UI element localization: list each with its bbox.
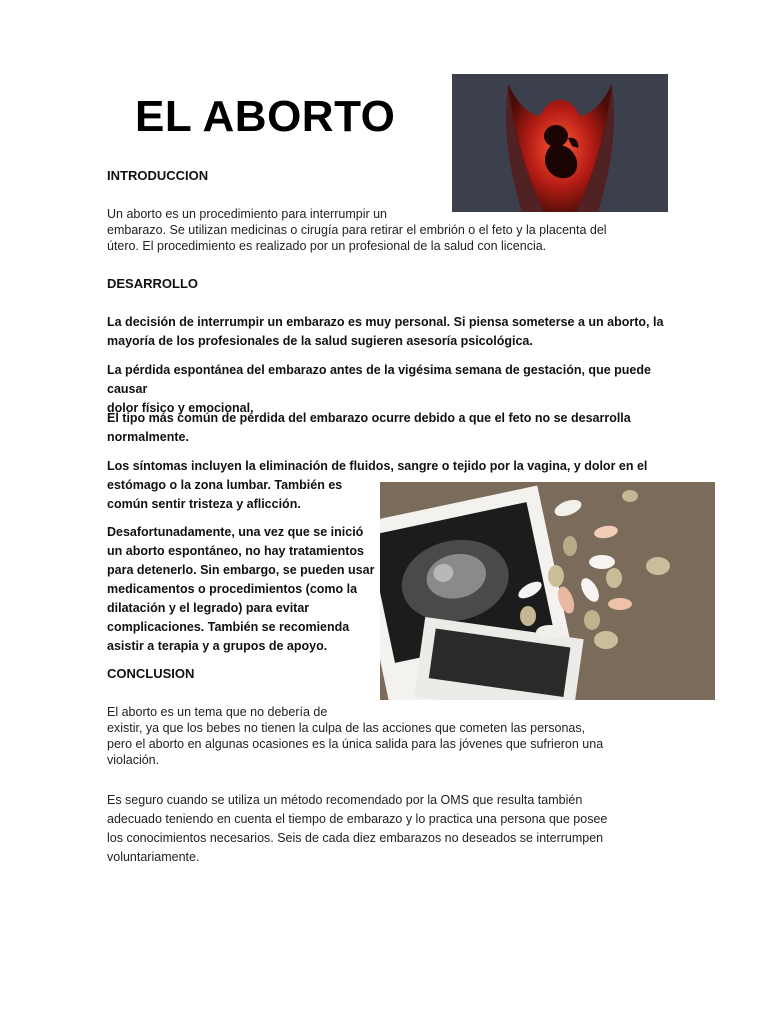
conclusion-paragraph-1 — [107, 704, 667, 768]
text-line: normalmente. — [107, 430, 189, 444]
text-line: mayoría de los profesionales de la salud sugieren asesoría psicológica. — [107, 334, 533, 348]
desarrollo-heading: DESARROLLO — [107, 276, 198, 291]
text-line: La pérdida espontánea del embarazo antes de la vigésima semana de gestación, que puede causar — [107, 363, 651, 396]
text-line: Los síntomas incluyen la eliminación de fluidos, sangre o tejido por la vagina, y dolor en el — [107, 459, 648, 473]
text-line: El tipo más común de pérdida del embarazo ocurre debido a que el feto no se desarrolla — [107, 411, 631, 425]
introduccion-paragraph — [107, 206, 667, 254]
intro-line: embarazo. Se utilizan medicinas o cirugía para retirar el embrión o el feto y la placenta del — [107, 223, 607, 237]
text-line: La decisión de interrumpir un embarazo es muy personal. Si piensa someterse a un aborto, la — [107, 315, 664, 329]
text-line: un aborto espontáneo, no hay tratamientos — [107, 544, 364, 558]
text-line: pero el aborto en algunas ocasiones es la única salida para las jóvenes que sufrieron una — [107, 737, 604, 751]
desarrollo-paragraph-1 — [107, 313, 667, 351]
text-line: dolor físico y emocional. — [107, 401, 254, 415]
text-line: Desafortunadamente, una vez que se inició — [107, 525, 364, 539]
conclusion-paragraph-2 — [107, 791, 667, 867]
page-title: EL ABORTO — [135, 92, 396, 141]
text-line: adecuado teniendo en cuenta el tiempo de embarazo y lo practica una persona que posee — [107, 812, 608, 826]
text-line: dilatación y el legrado) para evitar — [107, 601, 310, 615]
text-line: existir, ya que los bebes no tienen la culpa de las acciones que cometen las personas, — [107, 721, 586, 735]
ultrasound-pills-image — [380, 482, 715, 700]
text-line: violación. — [107, 753, 160, 767]
text-line: los conocimientos necesarios. Seis de cada diez embarazos no deseados se interrumpen — [107, 831, 604, 845]
hands-fetus-image — [452, 74, 668, 212]
conclusion-heading: CONCLUSION — [107, 666, 195, 681]
desarrollo-paragraph-3 — [107, 409, 667, 447]
intro-line: Un aborto es un procedimiento para interrumpir un — [107, 207, 388, 221]
desarrollo-paragraph-5 — [107, 523, 377, 656]
text-line: estómago o la zona lumbar. También es — [107, 478, 343, 492]
text-line: medicamentos o procedimientos (como la — [107, 582, 358, 596]
text-line: asistir a terapia y a grupos de apoyo. — [107, 639, 328, 653]
text-line: común sentir tristeza y aflicción. — [107, 497, 301, 511]
introduccion-heading: INTRODUCCION — [107, 168, 209, 183]
text-line: Es seguro cuando se utiliza un método recomendado por la OMS que resulta también — [107, 793, 583, 807]
text-line: para detenerlo. Sin embargo, se pueden usar — [107, 563, 375, 577]
text-line: complicaciones. También se recomienda — [107, 620, 350, 634]
intro-line: útero. El procedimiento es realizado por un profesional de la salud con licencia. — [107, 239, 547, 253]
text-line: voluntariamente. — [107, 850, 200, 864]
text-line: El aborto es un tema que no debería de — [107, 705, 328, 719]
